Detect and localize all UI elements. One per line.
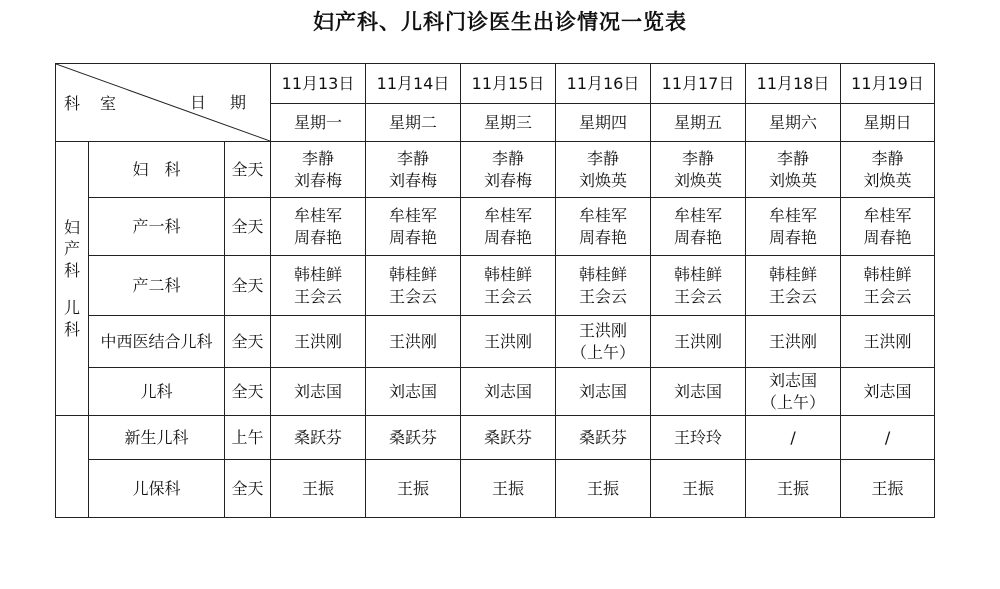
weekday-cell: 星期五 xyxy=(651,104,746,142)
doctor-name: 王振 xyxy=(871,478,904,498)
date-cell: 11月19日 xyxy=(841,64,935,104)
table-row xyxy=(56,198,935,256)
doctor-name: 刘春梅 xyxy=(294,170,343,190)
doctor-name: 王会云 xyxy=(484,286,533,306)
doctor-cell xyxy=(841,416,935,460)
doctor-cell xyxy=(841,256,935,316)
doctor-name: 周春艳 xyxy=(579,227,628,247)
doctor-name: 韩桂鲜 xyxy=(674,264,723,284)
doctor-name: 刘春梅 xyxy=(484,170,533,190)
table-row xyxy=(56,316,935,368)
doctor-name: / xyxy=(884,427,891,447)
doctor-name: 王洪刚 xyxy=(863,331,912,351)
doctor-name: 王洪刚 xyxy=(579,320,628,340)
doctor-cell xyxy=(366,256,461,316)
doctor-cell xyxy=(461,198,556,256)
doctor-name: 牟桂军 xyxy=(484,205,533,225)
doctor-cell xyxy=(461,316,556,368)
doctor-name: 桑跃芬 xyxy=(389,427,438,447)
corner-dept-label: 科室 xyxy=(64,94,137,114)
doctor-cell xyxy=(556,460,651,518)
doctor-name: 刘志国 xyxy=(769,370,818,390)
doctor-name: 王振 xyxy=(302,478,335,498)
corner-header-cell xyxy=(56,64,271,142)
doctor-name: 刘志国 xyxy=(294,381,343,401)
dept-name-cell: 妇 科 xyxy=(89,142,225,198)
doctor-cell xyxy=(461,142,556,198)
doctor-name: 李静 xyxy=(682,148,715,168)
weekday-cell: 星期日 xyxy=(841,104,935,142)
weekday-cell: 星期二 xyxy=(366,104,461,142)
doctor-cell xyxy=(271,368,366,416)
date-cell: 11月16日 xyxy=(556,64,651,104)
doctor-name: 周春艳 xyxy=(294,227,343,247)
session-time-cell: 全天 xyxy=(225,198,271,256)
doctor-cell xyxy=(651,316,746,368)
doctor-cell xyxy=(271,256,366,316)
doctor-cell xyxy=(271,316,366,368)
dept-name-cell: 新生儿科 xyxy=(89,416,225,460)
doctor-name: 王会云 xyxy=(579,286,628,306)
doctor-name: 刘志国 xyxy=(674,381,723,401)
table-row xyxy=(56,368,935,416)
doctor-name: 韩桂鲜 xyxy=(294,264,343,284)
session-time-cell: 全天 xyxy=(225,256,271,316)
doctor-name: 牟桂军 xyxy=(579,205,628,225)
doctor-name: 周春艳 xyxy=(674,227,723,247)
schedule-table xyxy=(55,63,935,518)
doctor-cell xyxy=(271,142,366,198)
doctor-name: 刘志国 xyxy=(579,381,628,401)
doctor-cell xyxy=(556,142,651,198)
doctor-name: / xyxy=(790,427,796,447)
doctor-name: 王洪刚 xyxy=(484,331,533,351)
doctor-cell xyxy=(366,142,461,198)
doctor-cell xyxy=(651,198,746,256)
doctor-name: 牟桂军 xyxy=(674,205,723,225)
doctor-name: 王会云 xyxy=(769,286,818,306)
dept-name-cell: 儿科 xyxy=(89,368,225,416)
doctor-name: 周春艳 xyxy=(389,227,438,247)
weekday-cell: 星期一 xyxy=(271,104,366,142)
group-label-char: 科 xyxy=(63,319,80,339)
doctor-name: 王洪刚 xyxy=(294,331,343,351)
doctor-cell xyxy=(366,316,461,368)
doctor-cell xyxy=(461,460,556,518)
table-row xyxy=(56,460,935,518)
date-cell: 11月15日 xyxy=(461,64,556,104)
doctor-name: 李静 xyxy=(492,148,525,168)
doctor-name: 王洪刚 xyxy=(389,331,438,351)
date-cell: 11月18日 xyxy=(746,64,841,104)
doctor-name: 牟桂军 xyxy=(769,205,818,225)
doctor-name: 王玲玲 xyxy=(674,427,723,447)
doctor-name: 牟桂军 xyxy=(863,205,912,225)
doctor-name: 李静 xyxy=(777,148,810,168)
corner-date-label: 日期 xyxy=(190,93,271,112)
doctor-cell xyxy=(556,368,651,416)
doctor-name: 刘志国 xyxy=(484,381,533,401)
group-label-char: 儿 xyxy=(63,298,80,318)
doctor-cell xyxy=(556,256,651,316)
page-title: 妇产科、儿科门诊医生出诊情况一览表 xyxy=(313,10,687,34)
group-label-char: 妇 xyxy=(63,217,80,237)
table-row xyxy=(56,256,935,316)
doctor-cell xyxy=(746,256,841,316)
empty-group-cell xyxy=(56,416,89,518)
doctor-name: 王振 xyxy=(587,478,620,498)
doctor-name: 桑跃芬 xyxy=(294,427,343,447)
doctor-cell xyxy=(366,368,461,416)
session-time-cell: 全天 xyxy=(225,316,271,368)
doctor-cell xyxy=(556,416,651,460)
doctor-name: 牟桂军 xyxy=(389,205,438,225)
doctor-cell xyxy=(841,368,935,416)
doctor-cell xyxy=(651,142,746,198)
group-label-char: 科 xyxy=(63,260,80,280)
doctor-name: 桑跃芬 xyxy=(484,427,533,447)
doctor-name: 周春艳 xyxy=(484,227,533,247)
doctor-cell xyxy=(841,460,935,518)
doctor-cell xyxy=(556,316,651,368)
doctor-cell xyxy=(271,416,366,460)
doctor-name: 李静 xyxy=(302,148,335,168)
doctor-cell xyxy=(366,416,461,460)
doctor-name: 王振 xyxy=(777,478,810,498)
weekday-cell: 星期六 xyxy=(746,104,841,142)
doctor-name: 王振 xyxy=(682,478,715,498)
group-label-char: 产 xyxy=(63,239,80,259)
doctor-cell xyxy=(556,198,651,256)
session-time-cell: 全天 xyxy=(225,460,271,518)
doctor-name: 韩桂鲜 xyxy=(769,264,818,284)
doctor-name: 韩桂鲜 xyxy=(389,264,438,284)
doctor-name: 王洪刚 xyxy=(674,331,723,351)
doctor-cell xyxy=(461,368,556,416)
weekday-cell: 星期四 xyxy=(556,104,651,142)
doctor-name: 韩桂鲜 xyxy=(484,264,533,284)
doctor-cell xyxy=(841,316,935,368)
doctor-cell xyxy=(271,460,366,518)
doctor-cell xyxy=(746,416,841,460)
doctor-name: 王会云 xyxy=(389,286,438,306)
doctor-name: 韩桂鲜 xyxy=(863,264,912,284)
doctor-name: 王会云 xyxy=(674,286,723,306)
doctor-name: （上午） xyxy=(761,392,826,412)
weekday-cell: 星期三 xyxy=(461,104,556,142)
doctor-cell xyxy=(746,198,841,256)
doctor-name: （上午） xyxy=(571,342,636,362)
doctor-name: 李静 xyxy=(397,148,430,168)
doctor-name: 李静 xyxy=(587,148,620,168)
doctor-cell xyxy=(366,198,461,256)
dept-name-cell: 儿保科 xyxy=(89,460,225,518)
date-header-row xyxy=(56,64,935,104)
doctor-cell xyxy=(366,460,461,518)
doctor-name: 刘志国 xyxy=(863,381,912,401)
date-cell: 11月17日 xyxy=(651,64,746,104)
doctor-name: 王会云 xyxy=(294,286,343,306)
doctor-cell xyxy=(651,416,746,460)
doctor-cell xyxy=(841,198,935,256)
doctor-cell xyxy=(746,316,841,368)
doctor-cell xyxy=(746,142,841,198)
doctor-name: 刘焕英 xyxy=(579,170,628,190)
doctor-name: 刘焕英 xyxy=(674,170,723,190)
doctor-cell xyxy=(461,416,556,460)
date-cell: 11月13日 xyxy=(271,64,366,104)
doctor-name: 韩桂鲜 xyxy=(579,264,628,284)
dept-name-cell: 中西医结合儿科 xyxy=(89,316,225,368)
session-time-cell: 上午 xyxy=(225,416,271,460)
session-time-cell: 全天 xyxy=(225,142,271,198)
doctor-name: 周春艳 xyxy=(769,227,818,247)
date-cell: 11月14日 xyxy=(366,64,461,104)
doctor-cell xyxy=(651,460,746,518)
doctor-cell xyxy=(271,198,366,256)
dept-name-cell: 产二科 xyxy=(89,256,225,316)
doctor-cell xyxy=(651,256,746,316)
doctor-name: 王会云 xyxy=(863,286,912,306)
doctor-name: 王振 xyxy=(397,478,430,498)
doctor-cell xyxy=(461,256,556,316)
doctor-cell xyxy=(841,142,935,198)
table-row xyxy=(56,416,935,460)
doctor-name: 桑跃芬 xyxy=(579,427,628,447)
table-row xyxy=(56,142,935,198)
session-time-cell: 全天 xyxy=(225,368,271,416)
doctor-name: 刘焕英 xyxy=(863,170,912,190)
doctor-name: 刘焕英 xyxy=(769,170,818,190)
group-label-cell xyxy=(56,142,89,416)
doctor-name: 周春艳 xyxy=(863,227,912,247)
dept-name-cell: 产一科 xyxy=(89,198,225,256)
doctor-cell xyxy=(746,368,841,416)
group-label-gap xyxy=(56,281,88,297)
doctor-name: 牟桂军 xyxy=(294,205,343,225)
doctor-name: 刘志国 xyxy=(389,381,438,401)
doctor-name: 刘春梅 xyxy=(389,170,438,190)
doctor-cell xyxy=(746,460,841,518)
doctor-name: 王洪刚 xyxy=(769,331,818,351)
doctor-name: 李静 xyxy=(871,148,904,168)
doctor-name: 王振 xyxy=(492,478,525,498)
doctor-cell xyxy=(651,368,746,416)
